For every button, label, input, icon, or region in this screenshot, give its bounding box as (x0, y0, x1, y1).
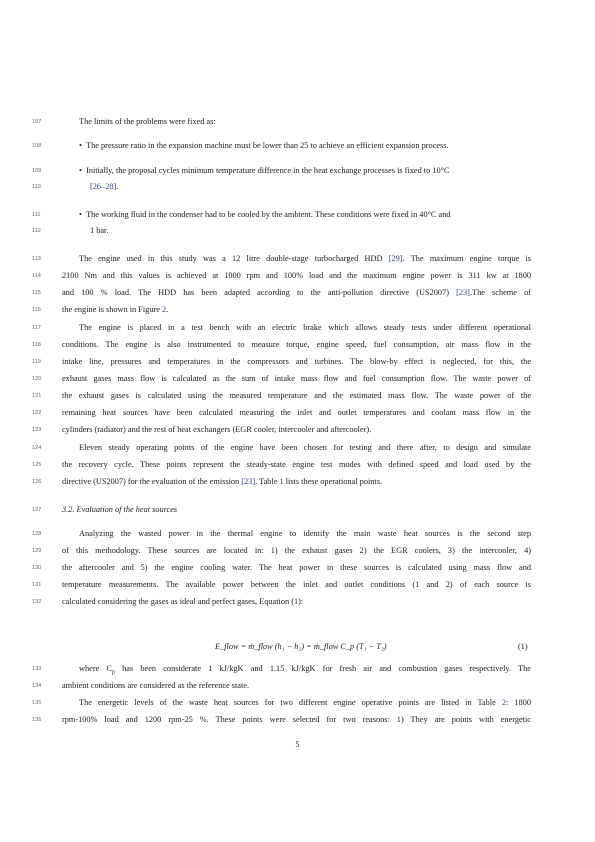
line-number: 109 (32, 168, 42, 174)
body-text: The engine used in this study was a 12 litre double-stage turbocharged HDD [29]. The maximum engine torque is (79, 254, 531, 263)
line-number: 130 (32, 565, 42, 571)
body-text: remaining heat sources have been calculated measuring the inlet and outlet temperatures and coolant mass flow in the (62, 408, 531, 417)
line-number: 107 (32, 119, 42, 125)
line-number: 118 (32, 342, 41, 348)
line-number: 125 (32, 462, 42, 468)
line-number: 135 (32, 700, 42, 706)
body-text: exhaust gases mass flow is calculated as the sum of intake mass flow and fuel consumption flow. The waste power of (62, 374, 531, 383)
citation-link[interactable]: [23] (241, 477, 256, 486)
body-text: the recovery cycle. These points represent the steady-state engine test modes with defined speed and load used by the (62, 460, 531, 469)
bullet-item: • The pressure ratio in the expansion machine must be lower than 25 to achieve an efficient expansion process. (79, 141, 449, 150)
body-text: Analyzing the wasted power in the thermal engine to identify the main waste heat sources is the second step (79, 529, 531, 538)
bullet-item: • The working fluid in the condenser had to be cooled by the ambient. These conditions were fixed in 40°C and (79, 210, 451, 219)
bullet-continuation (90, 181, 118, 192)
line-number: 113 (32, 256, 41, 262)
body-text: and 100 % load. The HDD has been adapted according to the anti-pollution directive (US2007) [23].The scheme of (62, 288, 531, 297)
table-ref-link[interactable]: 2 (501, 698, 507, 707)
section-heading: 3.2. Evaluation of the heat sources (62, 505, 178, 514)
citation-link[interactable]: [26–28] (90, 182, 117, 191)
figure-ref-link[interactable]: 2 (162, 305, 167, 314)
line-number: 110 (32, 184, 41, 190)
body-text: The limits of the problems were fixed as: (79, 117, 216, 126)
line-number: 127 (32, 507, 42, 513)
line-number: 111 (32, 212, 41, 218)
line-number: 120 (32, 376, 42, 382)
line-number: 126 (32, 479, 42, 485)
line-number: 122 (32, 410, 42, 416)
line-number: 114 (32, 273, 41, 279)
body-text: . (116, 182, 119, 191)
line-number: 129 (32, 548, 42, 554)
citation-link[interactable]: [29] (388, 254, 403, 263)
bullet-text: The pressure ratio in the expansion machine must be lower than 25 to achieve an efficient expansion process. (86, 141, 449, 150)
body-text: of this methodology. These sources are located in: 1) the exhaust gases 2) the EGR coolers, 3) the intercooler, 4) (62, 546, 531, 555)
bullet-item: • Initially, the proposal cycles minimum temperature difference in the heat exchange processes is fixed to 10°C (79, 166, 450, 175)
equation-number: (1) (518, 642, 528, 651)
line-number: 123 (32, 427, 42, 433)
line-number: 131 (32, 582, 42, 588)
body-text: The energetic levels of the waste heat sources for two different engine operative points are listed in Table 2: 1800 (79, 698, 531, 707)
line-number: 132 (32, 599, 42, 605)
bullet-text: Initially, the proposal cycles minimum temperature difference in the heat exchange processes is fixed to 10°C (86, 166, 450, 175)
citation-link[interactable]: [23] (456, 288, 470, 297)
line-number: 108 (32, 143, 42, 149)
body-text: the engine is shown in Figure 2. (62, 305, 169, 314)
table-ref-link[interactable]: 1 (279, 477, 284, 486)
body-text: rpm-100% load and 1200 rpm-25 %. These points were selected for two reasons: 1) They are points with energetic (62, 715, 531, 724)
line-number: 128 (32, 531, 42, 537)
page-number: 5 (295, 740, 300, 749)
body-text: ambient conditions are considered as the reference state. (62, 681, 250, 690)
equation: E_flow = ṁ_flow (h₁ − h₂) = ṁ_flow C_p (T₁ − T₂) (215, 642, 387, 651)
body-text: intake line, pressures and temperatures in the compressors and turbines. The blow-by effect is neglected, for this, the (62, 357, 531, 366)
line-number: 119 (32, 359, 41, 365)
bullet-text: The working fluid in the condenser had to be cooled by the ambient. These conditions were fixed in 40°C and (86, 210, 451, 219)
line-number: 124 (32, 445, 42, 451)
body-text: conditions. The engine is also instrumented to measure torque, engine speed, fuel consumption, air mass flow in the (62, 340, 531, 349)
line-number: 121 (32, 393, 42, 399)
line-number: 117 (32, 325, 41, 331)
equation-ref-link[interactable]: 1 (294, 597, 299, 606)
body-text: the aftercooler and 5) the engine cooling water. The heat power in these sources is calculated using mass flow and (62, 563, 531, 572)
line-number: 115 (32, 290, 41, 296)
line-number: 136 (32, 717, 42, 723)
body-text: 2100 Nm and this values is achieved at 1000 rpm and 100% load and the maximum engine power is 311 kw at 1800 (62, 271, 531, 280)
body-text: where $C_p$ has been considerate 1 kJ/kgK and 1.15 kJ/kgK for fresh air and combustion gases respectively. The (79, 664, 531, 676)
line-number: 116 (32, 307, 41, 313)
line-number: 112 (32, 228, 41, 234)
body-text: cylinders (radiator) and the rest of heat exchangers (EGR cooler, intercooler and aftercooler). (62, 425, 372, 434)
body-text: directive (US2007) for the evaluation of the emission [23]. Table 1 lists these operational points. (62, 477, 383, 486)
body-text: the exhaust gases is calculated using the measured temperature and the estimated mass flow. The waste power of the (62, 391, 531, 400)
body-text: temperature measurements. The available power between the inlet and outlet conditions (1 and 2) of each source is (62, 580, 531, 589)
body-text: The engine is placed in a test bench with an electric brake which allows steady tests under different operational (79, 323, 531, 332)
body-text: Eleven steady operating points of the engine have been chosen for testing and there after, to design and simulate (79, 443, 531, 452)
line-number: 134 (32, 683, 42, 689)
line-number: 133 (32, 666, 42, 672)
body-text: calculated considering the gases as ideal and perfect gases, Equation (1): (62, 597, 304, 606)
bullet-continuation: 1 bar. (90, 226, 109, 235)
